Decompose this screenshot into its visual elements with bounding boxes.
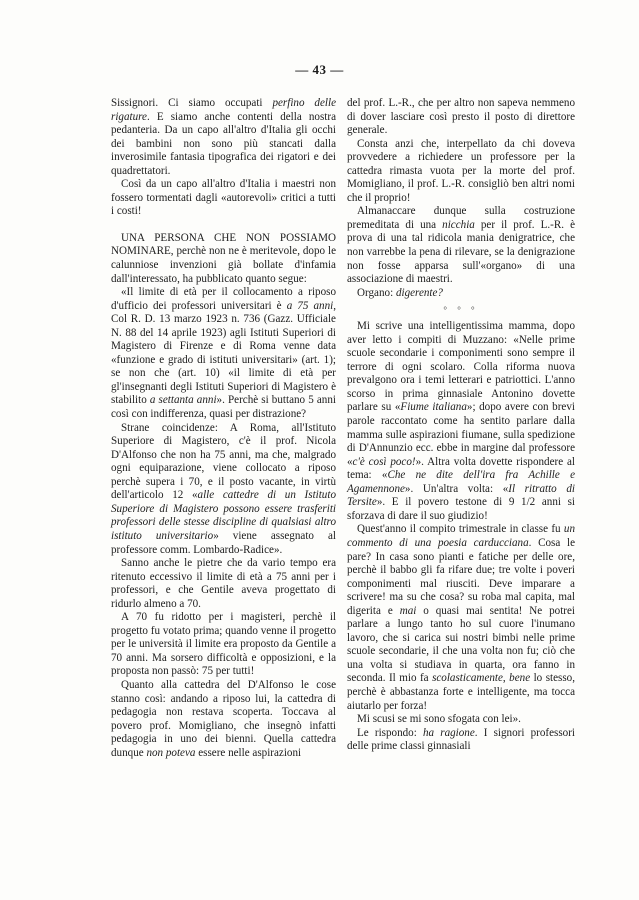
- paragraph: A 70 fu ridotto per i magisteri, perchè il progetto fu votato prima; quando venne il progetto per le università il limite era proposto da Gentile a 70 anni. Ma sorsero difficoltà e opposizioni, e la proposta non passò: 75 per tutti!: [111, 611, 336, 678]
- paragraph: Sanno anche le pietre che da vario tempo era ritenuto eccessivo il limite di età a 75 anni per i professori, e che Gentile aveva progettato di ridurlo almeno a 70.: [111, 557, 336, 610]
- right-column: [347, 97, 575, 754]
- paragraph: Consta anzi che, interpellato da chi doveva provvedere a richiedere un professore per la cattedra rimasta vuota per la morte del prof. Momigliano, il prof. L.-R. consigliò ben altri nomi che il proprio!: [347, 137, 575, 204]
- paragraph: UNA PERSONA CHE NON POSSIAMO NOMINARE, perchè non ne è meritevole, dopo le calunniose invenzioni già bollate d'infamia dall'interessato, ha pubblicato quanto segue:: [111, 231, 336, 285]
- paragraph: Almanaccare dunque sulla costruzione premeditata di una nicchia per il prof. L.-R. è prova di una tal ridicola mania denigratrice, che non varrebbe la pena di rilevare, se la denigrazione non fosse apparsa sull'«organo» di una associazione di maestri.: [347, 205, 576, 286]
- paragraph: Mi scrive una intelligentissima mamma, dopo aver letto i compiti di Muzzano: «Nelle prime scuole secondarie i componimenti sono sempre il terrore di ogni scolaro. Colla riforma nuova prevalgono ora i temi letterari e patriottici. L'anno scorso in prima ginnasiale Antonino dovette parlare su «Fiume italiana»; dopo avere con brevi parole raccontato come ha sentito parlare dalla mamma sulle aspirazioni fiumane, sulla spedizione di D'Annunzio ecc. ebbe in margine dal professore «c'è così poco!». Altra volta dovette rispondere al tema: «Che ne dite dell'ira fra Achille e Agamennone». Un'altra volta: «Il ritratto di Tersite». E il povero testone di 9 1/2 anni si sforzava di dare il suo giudizio!: [347, 320, 575, 522]
- paragraph: Quest'anno il compito trimestrale in classe fu un commento di una poesia carducciana. Cosa le pare? In casa sono pianti e fatiche per delle ore, perchè il babbo gli fa rifare due; tre volte i poveri componimenti mal riusciti. Devе imparare a scrivere! ma su che cosa? su roba mal capita, mal digerita e mai o quasi mai sentita! Ne potrei parlare a lungo tanto ho sul cuore l'inumano lavoro, che si carica sui nostri bimbi nelle prime scuole secondarie, il che una volta non fu; ciò che una volta si studiava in quarta, ora fanno in seconda. Il mio fa scolasticamente, bene lo stesso, perchè è abbastanza forte e intelligente, ma tocca aiutarlo per forza!: [347, 523, 575, 712]
- paragraph: Così da un capo all'altro d'Italia i maestri non fossero tormentati dagli «autorevoli» critici a tutti i costi!: [111, 178, 336, 218]
- section-separator: ° ° °: [443, 305, 479, 316]
- paragraph: Organo: digerente?: [357, 286, 443, 299]
- paragraph: Mi scusi se mi sono sfogata con lei».: [357, 713, 521, 726]
- paragraph: del prof. L.-R., che per altro non sapeva nemmeno di dover lasciare così presto il posto di direttore generale.: [347, 97, 575, 137]
- paragraph: Le rispondo: ha ragione. I signori professori delle prime classi ginnasiali: [347, 726, 575, 753]
- left-column: [111, 97, 336, 760]
- page-number: — 43 —: [295, 62, 344, 77]
- paragraph: Sissignori. Ci siamo occupati perfino delle rigature. E siamo anche contenti della nostra pedanteria. Da un capo all'altro d'Italia gli occhi dei bambini non sono più stancati dalla inverosimile fantasia tipografica dei rigatori e dei quadrettatori.: [111, 97, 336, 177]
- paragraph: Strane coincidenze: A Roma, all'Istituto Superiore di Magistero, c'è il prof. Nicola D'Alfonso che non ha 75 anni, ma che, malgrado ogni equiparazione, viene collocato a riposo perchè supera i 70, e il posto vacante, in virtù dell'articolo 12 «alle cattedre di un Istituto Superiore di Magistero possono essere trasferiti professori delle stesse discipline di qualsiasi altro istituto universitario» viene assegnato al professore comm. Lombardo-Radice».: [111, 421, 336, 556]
- paragraph: Quanto alla cattedra del D'Alfonso le cose stanno così: andando a riposo lui, la cattedra di pedagogia non restava scoperta. Toccava al povero prof. Momigliano, che insegnò infatti pedagogia in uno dei bienni. Quella cattedra dunque non poteva essere nelle aspirazioni: [111, 678, 336, 759]
- quoted-paragraph: «Il limite di età per il collocamento a riposo d'ufficio dei professori universitari è a 75 anni, Col R. D. 13 marzo 1923 n. 736 (Gazz. Ufficiale N. 88 del 14 aprile 1923) agli Istituti Superiori di Magistero di Firenze e di Roma venne data «funzione e grado di istituti universitari» (art. 1); se non che (art. 10) «il limite di età per gl'insegnanti degli Istituti Superiori di Magistero è stabilito a settanta anni». Perchè si buttano 5 anni così con indifferenza, quasi per distrazione?: [111, 286, 336, 421]
